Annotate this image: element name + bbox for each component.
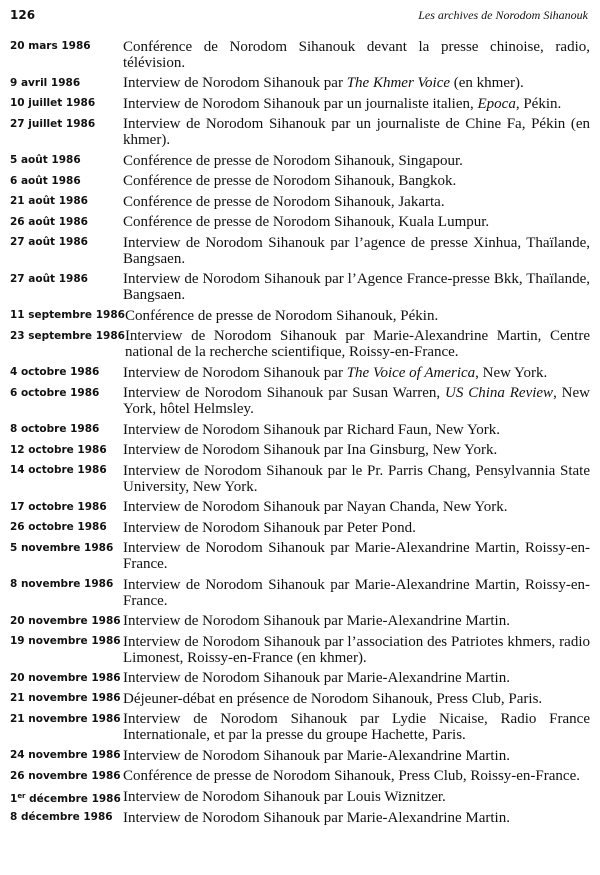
entry-description: Interview de Norodom Sihanouk par Marie-Alexandrine Martin.: [123, 747, 510, 764]
entry-description: Interview de Norodom Sihanouk par un journaliste de Chine Fa, Pékin (en khmer).: [123, 116, 590, 148]
entry-date: 6 octobre 1986: [10, 386, 100, 399]
entry-date: 21 août 1986: [10, 195, 88, 207]
list-item: [10, 441, 590, 462]
entry-date: 14 octobre 1986: [10, 464, 107, 476]
publication-title: US China Review: [445, 385, 554, 401]
list-item: [10, 669, 590, 690]
entry-description: Conférence de presse de Norodom Sihanouk, Pékin.: [124, 307, 439, 324]
list-item: [10, 384, 590, 421]
entry-description: Interview de Norodom Sihanouk par The Voice of America, New York.: [123, 364, 548, 381]
entry-date: 20 novembre 1986: [10, 614, 121, 627]
list-item: [10, 420, 590, 441]
publication-title: The Khmer Voice: [346, 75, 451, 91]
entry-date: 8 décembre 1986: [10, 811, 113, 823]
list-item: [10, 767, 590, 788]
list-item: [10, 327, 590, 364]
list-item: [10, 115, 590, 152]
list-item: [10, 710, 590, 747]
entry-description: Interview de Norodom Sihanouk par Peter Pond.: [123, 519, 416, 536]
entry-date: 19 novembre 1986: [10, 635, 121, 647]
list-item: [10, 612, 590, 633]
entry-description: Interview de Norodom Sihanouk par l’association des Patriotes khmers, radio Limonest, Roissy-en-France (en khmer).: [123, 633, 590, 666]
entry-date: 27 août 1986: [10, 272, 88, 285]
entry-description: Conférence de presse de Norodom Sihanouk, Press Club, Roissy-en-France.: [123, 768, 580, 784]
list-item: [10, 270, 590, 307]
entry-description: Interview de Norodom Sihanouk par Nayan Chanda, New York.: [123, 499, 508, 515]
entry-date: 17 octobre 1986: [10, 500, 107, 513]
entry-description: Conférence de presse de Norodom Sihanouk, Kuala Lumpur.: [123, 214, 490, 230]
entry-date: 24 novembre 1986: [10, 749, 121, 761]
entry-date: 11 septembre 1986: [10, 309, 125, 321]
entry-description: Interview de Norodom Sihanouk par Richard Faun, New York.: [123, 421, 501, 438]
entry-description: Conférence de presse de Norodom Sihanouk, Bangkok.: [123, 173, 457, 189]
entry-description: Interview de Norodom Sihanouk par l’Agence France-presse Bkk, Thaïlande, Bangsaen.: [123, 271, 590, 303]
entry-date: 8 octobre 1986: [10, 423, 100, 435]
entry-date: 21 novembre 1986: [10, 712, 121, 725]
entry-description: Interview de Norodom Sihanouk par The Khmer Voice (en khmer).: [123, 75, 524, 91]
chronology-list: [10, 37, 590, 829]
publication-title: Epoca: [477, 95, 516, 112]
list-item: [10, 539, 590, 576]
list-item: [10, 787, 590, 808]
list-item: [10, 74, 590, 95]
list-item: [10, 575, 590, 612]
list-item: [10, 632, 590, 669]
entry-description: Conférence de presse de Norodom Sihanouk, Singapour.: [123, 152, 463, 169]
ordinal-suffix: er: [17, 792, 26, 800]
entry-date: 20 mars 1986: [10, 40, 91, 52]
entry-date: 21 novembre 1986: [10, 692, 121, 704]
list-item: [10, 151, 590, 172]
entry-description: Interview de Norodom Sihanouk par Marie-Alexandrine Martin, Centre national de la recherche scientifique, Roissy-en-France.: [124, 328, 590, 360]
entry-date: 26 octobre 1986: [10, 521, 107, 533]
list-item: [10, 808, 590, 829]
list-item: [10, 37, 590, 74]
entry-description: Interview de Norodom Sihanouk par Marie-Alexandrine Martin.: [123, 809, 510, 826]
entry-description: Interview de Norodom Sihanouk par Marie-Alexandrine Martin, Roissy-en-France.: [123, 576, 590, 609]
page-number: 126: [10, 8, 36, 22]
entry-date: 23 septembre 1986: [10, 329, 125, 342]
list-item: [10, 306, 590, 327]
entry-date: 6 août 1986: [10, 174, 81, 187]
entry-description: Interview de Norodom Sihanouk par l’agence de presse Xinhua, Thaïlande, Bangsaen.: [123, 234, 590, 267]
entry-date: 8 novembre 1986: [10, 578, 114, 590]
list-item: [10, 94, 590, 115]
entry-date: 5 novembre 1986: [10, 541, 114, 554]
entry-description: Interview de Norodom Sihanouk par le Pr. Parris Chang, Pensylvannia State University, New York.: [123, 462, 590, 495]
entry-date: 27 juillet 1986: [10, 117, 96, 130]
list-item: [10, 213, 590, 234]
list-item: [10, 192, 590, 213]
entry-date: 26 août 1986: [10, 215, 88, 228]
entry-date: 10 juillet 1986: [10, 97, 96, 109]
entry-description: Déjeuner-débat en présence de Norodom Sihanouk, Press Club, Paris.: [123, 690, 543, 707]
entry-description: Conférence de Norodom Sihanouk devant la presse chinoise, radio, télévision.: [123, 38, 590, 71]
entry-description: Interview de Norodom Sihanouk par Lydie Nicaise, Radio France Internationale, et par la presse du groupe Hachette, Paris.: [123, 711, 590, 743]
entry-date: 12 octobre 1986: [10, 443, 107, 456]
entry-date: 20 novembre 1986: [10, 671, 121, 684]
entry-description: Conférence de presse de Norodom Sihanouk, Jakarta.: [123, 193, 445, 210]
entry-date: 1er décembre 1986: [10, 792, 121, 805]
entry-date: 27 août 1986: [10, 236, 88, 248]
entry-date: 26 novembre 1986: [10, 769, 121, 782]
list-item: [10, 689, 590, 710]
entry-description: Interview de Norodom Sihanouk par Marie-Alexandrine Martin.: [123, 670, 510, 686]
entry-description: Interview de Norodom Sihanouk par Susan Warren, US China Review, New York, hôtel Helmsley.: [123, 385, 590, 417]
list-item: [10, 233, 590, 270]
running-title: Les archives de Norodom Sihanouk: [418, 8, 588, 22]
entry-description: Interview de Norodom Sihanouk par Louis Wiznitzer.: [123, 788, 446, 805]
entry-date: 5 août 1986: [10, 154, 81, 166]
list-item: [10, 498, 590, 519]
entry-date: 9 avril 1986: [10, 76, 81, 89]
list-item: [10, 172, 590, 193]
entry-description: Interview de Norodom Sihanouk par un journaliste italien, Epoca, Pékin.: [123, 95, 562, 112]
entry-description: Interview de Norodom Sihanouk par Marie-Alexandrine Martin.: [123, 613, 510, 629]
list-item: [10, 746, 590, 767]
entry-description: Interview de Norodom Sihanouk par Ina Ginsburg, New York.: [123, 442, 498, 458]
entry-description: Interview de Norodom Sihanouk par Marie-Alexandrine Martin, Roissy-en-France.: [123, 540, 590, 572]
publication-title: The Voice of America: [346, 364, 476, 381]
list-item: [10, 363, 590, 384]
entry-date: 4 octobre 1986: [10, 366, 100, 378]
list-item: [10, 518, 590, 539]
list-item: [10, 461, 590, 498]
